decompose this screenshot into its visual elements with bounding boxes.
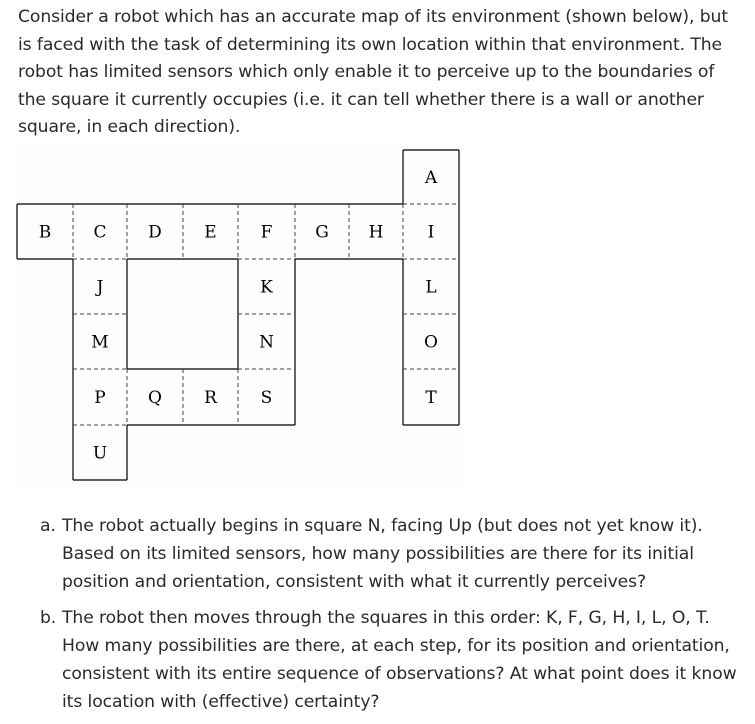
- question-list: [40, 512, 740, 724]
- question-text: The robot actually begins in square N, facing Up (but does not yet know it). Based on its limited sensors, how many possibilities are there for its initial position and orientation, consistent with what it currently perceives?: [62, 516, 703, 592]
- cell-label-n: N: [259, 332, 274, 353]
- cell-label-t: T: [425, 388, 437, 408]
- cell-label-s: S: [260, 388, 273, 408]
- cell-label-h: H: [368, 222, 384, 243]
- cell-label-m: M: [91, 332, 109, 353]
- cell-label-d: D: [148, 222, 162, 243]
- question-a: [40, 512, 740, 596]
- cell-label-k: K: [260, 277, 273, 298]
- cell-label-j: J: [96, 277, 104, 298]
- cell-label-o: O: [424, 332, 438, 353]
- cell-label-b: B: [38, 222, 52, 243]
- question-b: [40, 604, 740, 716]
- question-marker: b.: [40, 608, 57, 628]
- cell-label-e: E: [204, 222, 217, 243]
- cell-label-i: I: [427, 222, 435, 243]
- question-text: The robot then moves through the squares in this order: K, F, G, H, I, L, O, T. How many possibilities are there, at each step, for its position and orientation, consistent with its entire sequence of observations? At what point does it know its location with (effective) certainty?: [62, 608, 737, 712]
- grid-map: [0, 146, 470, 486]
- cell-label-r: R: [204, 388, 217, 408]
- cell-label-q: Q: [148, 388, 162, 408]
- cell-label-f: F: [260, 222, 273, 243]
- cell-label-g: G: [315, 222, 329, 243]
- cell-label-c: C: [93, 222, 107, 243]
- intro-paragraph: Consider a robot which has an accurate map of its environment (shown below), but is faced with the task of determining its own location within that environment. The robot has limited sensors which only enable it to perceive up to the boundaries of the square it currently occupies (i.e. it can tell whether there is a wall or another square, in each direction).: [18, 7, 728, 138]
- cell-label-a: A: [424, 168, 438, 188]
- cell-label-u: U: [92, 443, 108, 464]
- question-marker: a.: [40, 516, 56, 536]
- cell-label-l: L: [425, 277, 437, 298]
- map-background: [17, 147, 463, 483]
- cell-label-p: P: [94, 388, 106, 408]
